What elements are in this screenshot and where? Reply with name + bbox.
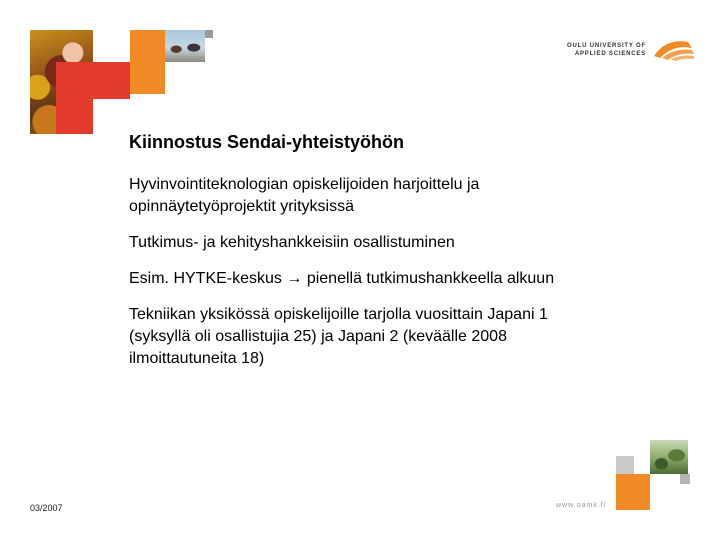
- university-logo-icon: [652, 34, 696, 62]
- orange-block: [130, 30, 165, 94]
- orange-block: [616, 474, 650, 510]
- footer-date: 03/2007: [30, 503, 63, 513]
- footer-url[interactable]: www.oamk.fi: [556, 502, 607, 509]
- bullet-item: Hyvinvointiteknologian opiskelijoiden harjoittelu ja opinnäytetyöprojektit yrityksissä: [129, 176, 480, 215]
- arrow-icon: →: [286, 270, 303, 287]
- university-logo-text: [556, 42, 646, 58]
- nature-photo: [650, 440, 688, 474]
- people-photo: [165, 30, 205, 62]
- grey-square: [616, 456, 634, 474]
- bullet-item: Tekniikan yksikössä opiskelijoille tarjolla vuosittain Japani 1 (syksyllä oli osallistujia 25) ja Japani 2 (keväälle 2008 ilmoittautuneita 18): [129, 306, 548, 367]
- bullet-item: Tutkimus- ja kehityshankkeisiin osallistuminen: [129, 234, 455, 251]
- logo-line-2: APPLIED SCIENCES: [574, 51, 646, 57]
- bullet-text: Esim. HYTKE-keskus: [129, 270, 282, 287]
- slide-title: Kiinnostus Sendai-yhteistyöhön: [129, 132, 405, 152]
- bullet-list: [129, 174, 609, 384]
- red-block-small: [93, 62, 130, 99]
- bullet-text: pienellä tutkimushankkeella alkuun: [302, 270, 555, 287]
- grey-square: [205, 30, 213, 38]
- grey-square: [680, 474, 690, 484]
- red-block: [56, 62, 93, 134]
- bullet-item: [129, 268, 609, 290]
- logo-line-1: OULU UNIVERSITY OF: [567, 43, 646, 49]
